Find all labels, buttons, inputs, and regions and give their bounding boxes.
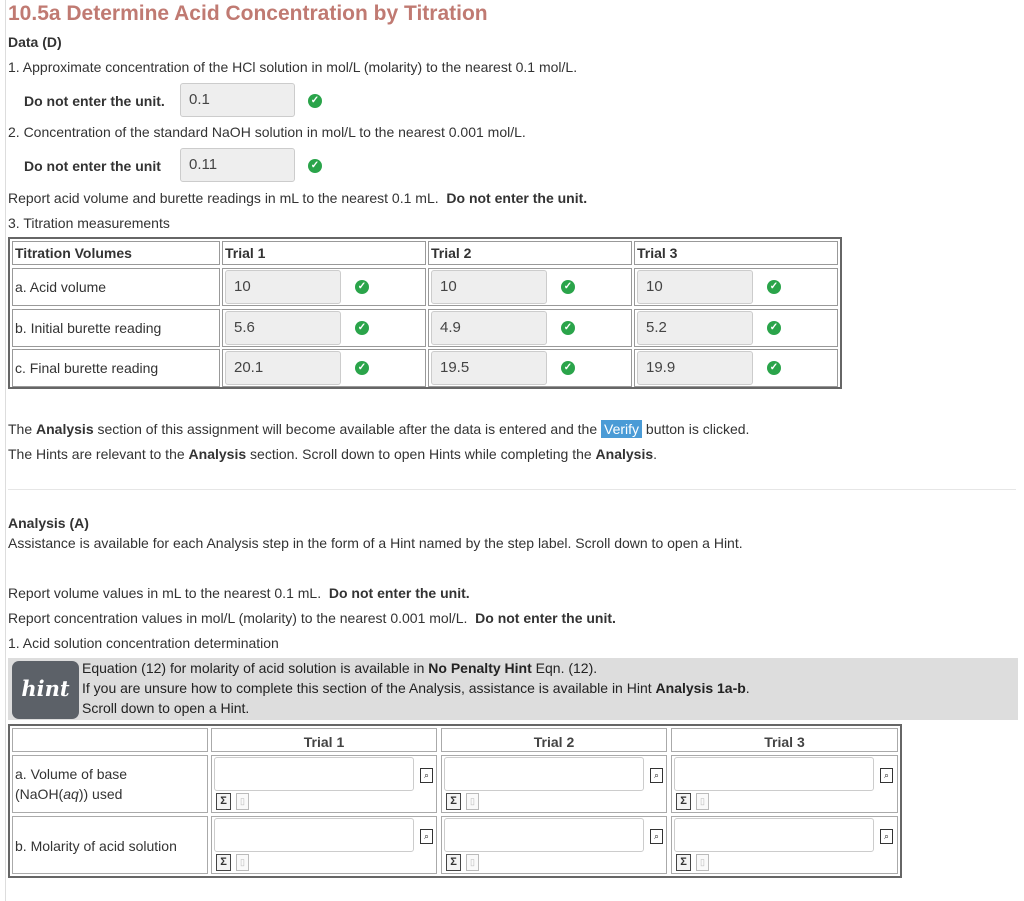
hint-line-3: Scroll down to open a Hint. — [82, 700, 250, 716]
notice-text: button is clicked. — [642, 421, 750, 437]
instruction-bold: Do not enter the unit. — [475, 610, 616, 626]
notice-text: The — [8, 421, 37, 437]
notice-text: section. Scroll down to open Hints while completing the — [246, 446, 596, 462]
row-label-italic: aq — [63, 786, 79, 802]
check-icon: ✓ — [561, 321, 575, 335]
final-reading-trial-3-input[interactable]: 19.9 — [637, 351, 753, 385]
preview-icon[interactable]: ⌕ — [880, 829, 893, 844]
question-3: 3. Titration measurements — [8, 215, 170, 231]
table-cell — [211, 728, 437, 752]
check-icon: ✓ — [561, 280, 575, 294]
check-icon: ✓ — [767, 361, 781, 375]
trial-3-header: Trial 3 — [764, 734, 805, 750]
analysis-section-label: Analysis (A) — [8, 515, 89, 531]
hint-bold: Analysis 1a-b — [655, 680, 746, 696]
instruction-text: Report volume values in mL to the nearest 0.1 mL. — [8, 585, 322, 601]
hint-text: If you are unsure how to complete this section of the Analysis, assistance is available in Hint — [82, 680, 656, 696]
preview-icon[interactable]: ⌕ — [650, 829, 663, 844]
analysis-assist: Assistance is available for each Analysis step in the form of a Hint named by the step label. Scroll down to open a Hint. — [8, 535, 743, 551]
trial-2-header: Trial 2 — [533, 734, 575, 750]
notice-text: The Hints are relevant to the — [8, 446, 189, 462]
report-bold: Do not enter the unit. — [446, 190, 588, 206]
check-icon: ✓ — [355, 280, 369, 294]
left-rule — [5, 0, 6, 901]
row-label-line: a. Volume of base — [15, 766, 128, 782]
initial-reading-trial-2-input[interactable]: 4.9 — [431, 311, 547, 345]
data-section-label: Data (D) — [8, 34, 62, 50]
base-volume-trial-3-input[interactable] — [674, 757, 874, 791]
q2-unit-label: Do not enter the unit — [24, 158, 161, 174]
notice-text: . — [653, 446, 658, 462]
table-cell — [428, 268, 632, 306]
table-cell — [211, 816, 437, 874]
hint-text: Eqn. (12). — [531, 660, 598, 676]
acid-volume-trial-2-input[interactable]: 10 — [431, 270, 547, 304]
question-1: 1. Approximate concentration of the HCl solution in mol/L (molarity) to the nearest 0.1 mol/L. — [8, 59, 578, 75]
base-volume-trial-1-input[interactable] — [214, 757, 414, 791]
trial-3-header: Trial 3 — [634, 241, 838, 265]
row-base-volume-label — [12, 755, 208, 813]
page-icon[interactable]: ▯ — [466, 854, 479, 871]
verify-button[interactable]: Verify — [601, 420, 642, 438]
trial-2-header: Trial 2 — [428, 241, 632, 265]
acid-molarity-trial-1-input[interactable] — [214, 818, 414, 852]
notice-bold: Analysis — [36, 421, 94, 437]
trial-1-header: Trial 1 — [222, 241, 426, 265]
initial-reading-trial-1-input[interactable]: 5.6 — [225, 311, 341, 345]
check-icon: ✓ — [355, 361, 369, 375]
table-cell — [441, 728, 667, 752]
table-cell — [671, 755, 898, 813]
table-cell — [634, 349, 838, 387]
hint-text: Equation (12) for molarity of acid solution is available in — [82, 660, 429, 676]
table-cell — [211, 755, 437, 813]
report-instruction — [8, 190, 587, 206]
row-acid-volume-label: a. Acid volume — [12, 268, 220, 306]
row-label-text: (NaOH( — [15, 786, 64, 802]
check-icon: ✓ — [308, 159, 322, 173]
instruction-bold: Do not enter the unit. — [328, 585, 470, 601]
equation-editor-icon[interactable]: Σ — [216, 793, 231, 810]
step-1-label: 1. Acid solution concentration determination — [8, 635, 279, 651]
initial-reading-trial-3-input[interactable]: 5.2 — [637, 311, 753, 345]
acid-volume-trial-3-input[interactable]: 10 — [637, 270, 753, 304]
page-icon[interactable]: ▯ — [466, 793, 479, 810]
acid-molarity-trial-3-input[interactable] — [674, 818, 874, 852]
table-cell — [222, 268, 426, 306]
hint-logo-icon[interactable]: hint — [12, 661, 79, 719]
check-icon: ✓ — [767, 280, 781, 294]
check-icon: ✓ — [355, 321, 369, 335]
table-cell — [441, 755, 667, 813]
q1-unit-label: Do not enter the unit. — [24, 93, 165, 109]
trial-1-header: Trial 1 — [303, 734, 345, 750]
equation-editor-icon[interactable]: Σ — [446, 793, 461, 810]
concentration-instruction — [8, 610, 616, 626]
titration-table — [8, 237, 842, 389]
equation-editor-icon[interactable]: Σ — [676, 793, 691, 810]
check-icon: ✓ — [308, 94, 322, 108]
hint-line-2 — [82, 680, 750, 696]
preview-icon[interactable]: ⌕ — [880, 768, 893, 783]
base-volume-trial-2-input[interactable] — [444, 757, 644, 791]
page-icon[interactable]: ▯ — [696, 854, 709, 871]
table-cell — [12, 728, 208, 752]
preview-icon[interactable]: ⌕ — [420, 829, 433, 844]
section-divider — [8, 489, 1016, 490]
instruction-text: Report concentration values in mol/L (molarity) to the nearest 0.001 mol/L. — [8, 610, 468, 626]
table-cell — [441, 816, 667, 874]
table-cell — [428, 309, 632, 347]
table-cell — [428, 349, 632, 387]
page-icon[interactable]: ▯ — [236, 793, 249, 810]
final-reading-trial-2-input[interactable]: 19.5 — [431, 351, 547, 385]
volume-instruction — [8, 585, 470, 601]
table-cell — [222, 349, 426, 387]
report-text: Report acid volume and burette readings in mL to the nearest 0.1 mL. — [8, 190, 439, 206]
hint-bold: No Penalty Hint — [428, 660, 532, 676]
notice-bold: Analysis — [595, 446, 654, 462]
preview-icon[interactable]: ⌕ — [420, 768, 433, 783]
analysis-notice — [8, 421, 749, 437]
question-2: 2. Concentration of the standard NaOH solution in mol/L to the nearest 0.001 mol/L. — [8, 124, 526, 140]
page-icon[interactable]: ▯ — [696, 793, 709, 810]
notice-text: section of this assignment will become available after the data is entered and the — [93, 421, 602, 437]
check-icon: ✓ — [561, 361, 575, 375]
row-initial-reading-label: b. Initial burette reading — [12, 309, 220, 347]
check-icon: ✓ — [767, 321, 781, 335]
table-cell — [634, 268, 838, 306]
hint-line-1 — [82, 660, 597, 676]
hint-text: . — [745, 680, 750, 696]
equation-editor-icon[interactable]: Σ — [216, 854, 231, 871]
page-icon[interactable]: ▯ — [236, 854, 249, 871]
table-cell — [671, 816, 898, 874]
row-final-reading-label: c. Final burette reading — [12, 349, 220, 387]
table-cell — [222, 309, 426, 347]
analysis-table — [8, 724, 902, 878]
table-cell — [671, 728, 898, 752]
row-label-line — [15, 786, 207, 802]
acid-volume-trial-1-input[interactable]: 10 — [225, 270, 341, 304]
hints-notice — [8, 446, 657, 462]
notice-bold: Analysis — [188, 446, 247, 462]
hcl-concentration-input[interactable]: 0.1 — [180, 83, 295, 117]
preview-icon[interactable]: ⌕ — [650, 768, 663, 783]
equation-editor-icon[interactable]: Σ — [446, 854, 461, 871]
row-label-text: )) used — [78, 786, 123, 802]
page-title: 10.5a Determine Acid Concentration by Titration — [8, 2, 488, 25]
table-cell — [634, 309, 838, 347]
naoh-concentration-input[interactable]: 0.11 — [180, 148, 295, 182]
acid-molarity-trial-2-input[interactable] — [444, 818, 644, 852]
equation-editor-icon[interactable]: Σ — [676, 854, 691, 871]
row-acid-molarity-label: b. Molarity of acid solution — [12, 816, 208, 874]
titration-header: Titration Volumes — [12, 241, 220, 265]
final-reading-trial-1-input[interactable]: 20.1 — [225, 351, 341, 385]
hint-banner — [8, 658, 1018, 720]
